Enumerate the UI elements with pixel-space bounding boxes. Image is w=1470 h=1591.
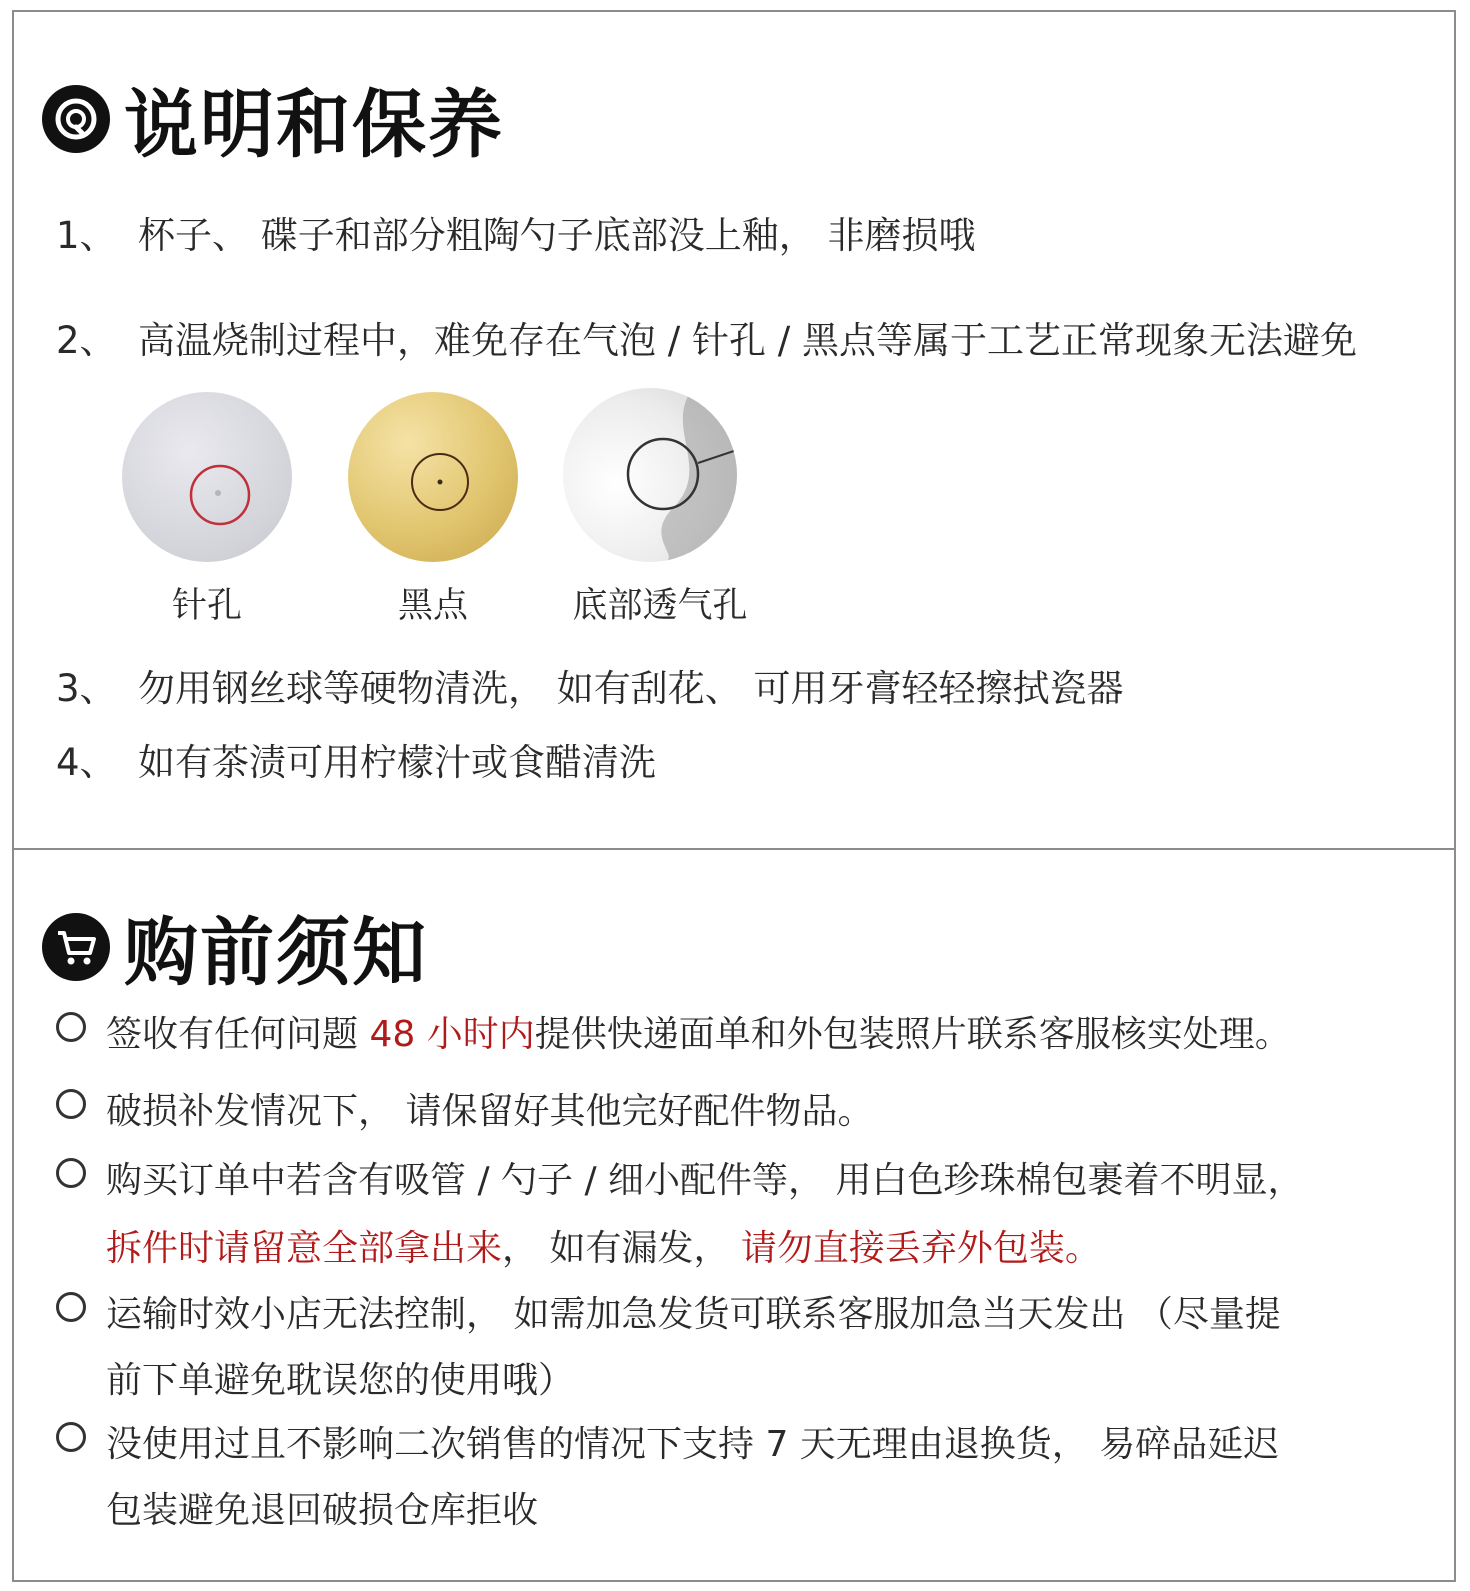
care-item-2: 2、 高温烧制过程中，难免存在气泡 / 针孔 / 黑点等属于工艺正常现象无法避免 [56,319,1357,362]
circle-bullet-icon [56,1089,86,1119]
vent-hole-photo [563,388,737,562]
notice-item-5: 没使用过且不影响二次销售的情况下支持 7 天无理由退换货， 易碎品延迟 包装避免退回破损仓库拒收 [56,1416,1426,1536]
pinhole-label: 针孔 [171,586,242,626]
black-dot-photo [348,392,518,562]
circle-bullet-icon [56,1012,86,1042]
black-dot-label: 黑点 [397,586,468,626]
circle-bullet-icon [56,1292,86,1322]
care-section-header [42,66,504,172]
care-item-3: 3、 勿用钢丝球等硬物清洗， 如有刮花、 可用牙膏轻轻擦拭瓷器 [56,667,1124,710]
shopping-cart-icon [42,913,110,981]
pinhole-photo [122,392,292,562]
section-divider [12,848,1456,850]
notice-section-header [42,894,428,1000]
notice-item-2: 破损补发情况下， 请保留好其他完好配件物品。 [56,1083,1426,1133]
circle-bullet-icon [56,1158,86,1188]
care-item-4: 4、 如有茶渍可用柠檬汁或食醋清洗 [56,741,656,784]
notice-section-title: 购前须知 [124,910,428,996]
care-item-1: 1、 杯子、 碟子和部分粗陶勺子底部没上釉， 非磨损哦 [56,214,976,257]
notice-item-4: 运输时效小店无法控制， 如需加急发货可联系客服加急当天发出 （尽量提 前下单避免耽误您的使用哦） [56,1286,1426,1406]
care-section-title: 说明和保养 [124,82,504,168]
circle-bullet-icon [56,1422,86,1452]
notice-item-3: 购买订单中若含有吸管 / 勺子 / 细小配件等， 用白色珍珠棉包裹着不明显， 拆件时请留意全部拿出来， 如有漏发， 请勿直接丢弃外包装。 [56,1152,1426,1272]
vent-hole-label: 底部透气孔 [572,586,748,626]
care-icon [42,85,110,153]
notice-item-1: 签收有任何问题 48 小时内提供快递面单和外包装照片联系客服核实处理。 [56,1006,1426,1056]
